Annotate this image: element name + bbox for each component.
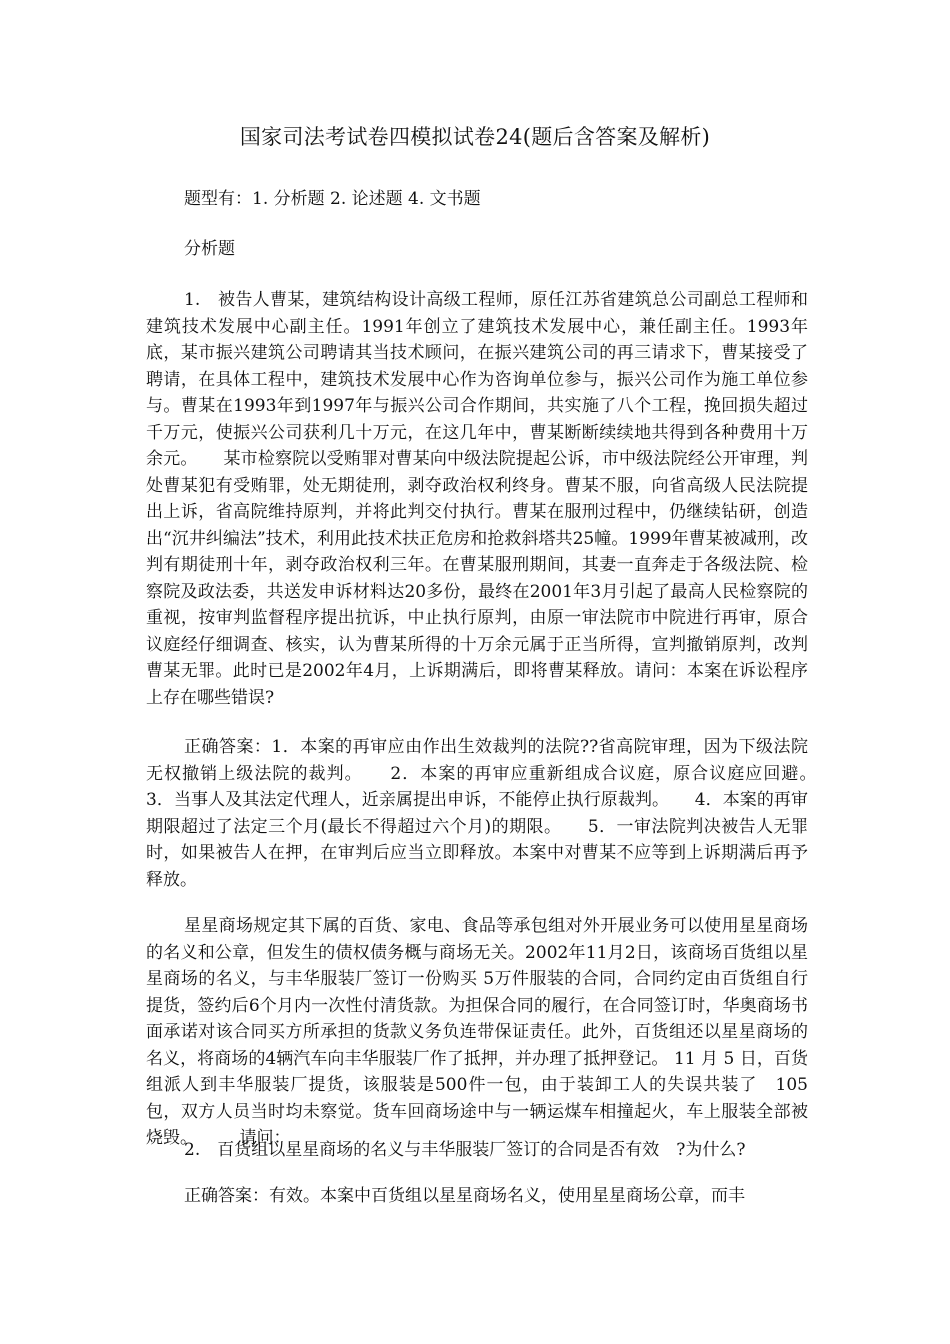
question-2-text: 2. 百货组以星星商场的名义与丰华服装厂签订的合同是否有效 ?为什么? xyxy=(184,1140,746,1160)
section-heading: 分析题 xyxy=(184,239,235,259)
question-2-answer: 正确答案：有效。本案中百货组以星星商场名义，使用星星商场公章，而丰 xyxy=(184,1186,745,1206)
document-title: 国家司法考试卷四模拟试卷24(题后含答案及解析) xyxy=(239,125,711,149)
question-1-answer: 正确答案：1．本案的再审应由作出生效裁判的法院??省高院审理，因为下级法院无权撤销上级法院的裁判。 2．本案的再审应重新组成合议庭，原合议庭应回避。 3．当事人及其法定代理人，近亲属提出申诉，不能停止执行原裁判。 4．本案的再审期限超过了法定三个月(最长不得超过六个月)的期限。 5．一审法院判决被告人无罪时，如果被告人在押，在审判后应当立即释放。本案中对曹某不应等到上诉期满后再予释放。 xyxy=(146,737,842,890)
question-1-text: 1. 被告人曹某，建筑结构设计高级工程师，原任江苏省建筑总公司副总工程师和建筑技术发展中心副主任。1991年创立了建筑技术发展中心，兼任副主任。1993年底，某市振兴建筑公司聘请其当技术顾问，在振兴建筑公司的再三请求下，曹某接受了聘请，在具体工程中，建筑技术发展中心作为咨询单位参与，振兴公司作为施工单位参与。曹某在1993年到1997年与振兴公司合作期间，共实施了八个工程，挽回损失超过千万元，使振兴公司获利几十万元，在这几年中，曹某断断续续地共得到各种费用十万余元。 某市检察院以受贿罪对曹某向中级法院提起公诉，市中级法院经公开审理，判处曹某犯有受贿罪，处无期徒刑，剥夺政治权利终身。曹某不服，向省高级人民法院提出上诉，省高院维持原判，并将此判交付执行。曹某在服刑过程中，仍继续钻研，创造出“沉井纠编法”技术，利用此技术扶正危房和抢救斜塔共25幢。1999年曹某被减刑，改判有期徒刑十年，剥夺政治权利三年。在曹某服刑期间，其妻一直奔走于各级法院、检察院及政法委，共送发申诉材料达20多份，最终在2001年3月引起了最高人民检察院的重视，按审判监督程序提出抗诉，中止执行原判，由原一审法院市中院进行再审，原合议庭经仔细调查、核实，认为曹某所得的十万余元属于正当所得，宣判撤销原判，改判曹某无罪。此时已是2002年4月，上诉期满后，即将曹某释放。请问：本案在诉讼程序上存在哪些错误? xyxy=(146,290,808,708)
question-types-line: 题型有：1. 分析题 2. 论述题 4. 文书题 xyxy=(184,189,481,209)
case-2-text: 星星商场规定其下属的百货、家电、食品等承包组对外开展业务可以使用星星商场的名义和公章，但发生的债权债务概与商场无关。2002年11月2日，该商场百货组以星星商场的名义，与丰华服装厂签订一份购买 5万件服装的合同，合同约定由百货组自行提货，签约后6个月内一次性付清货款。为担保合同的履行，在合同签订时，华奥商场书面承诺对该合同买方所承担的货款义务负连带保证责任。此外，百货组还以星星商场的名义，将商场的4辆汽车向丰华服装厂作了抵押，并办理了抵押登记。 11 月 5 日，百货组派人到丰华服装厂提货，该服装是500件一包，由于装卸工人的失误共装了 105 包，双方人员当时均未察觉。货车回商场途中与一辆运煤车相撞起火，车上服装全部被烧毁。 请问： xyxy=(146,916,808,1148)
